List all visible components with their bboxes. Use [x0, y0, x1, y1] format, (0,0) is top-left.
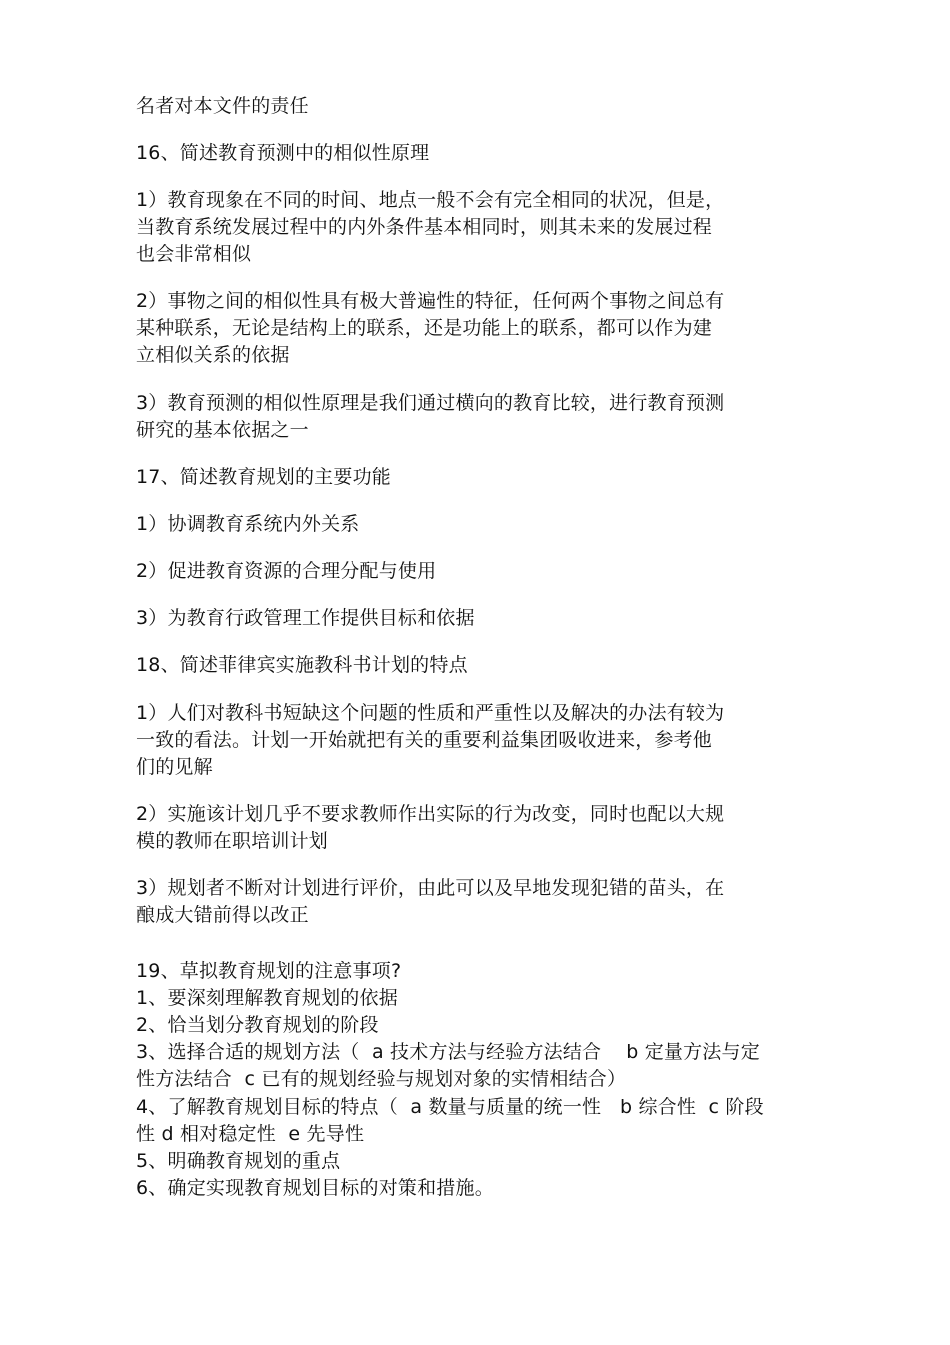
text-line: 1）教育现象在不同的时间、地点一般不会有完全相同的状况，但是， — [136, 189, 725, 211]
text-line: 性 d 相对稳定性 e 先导性 — [136, 1123, 365, 1145]
text-line: 2）实施该计划几乎不要求教师作出实际的行为改变，同时也配以大规 — [136, 803, 725, 825]
text-line: 性方法结合 c 已有的规划经验与规划对象的实情相结合） — [136, 1068, 627, 1090]
text-line: 5、明确教育规划的重点 — [136, 1150, 341, 1172]
text-line: 研究的基本依据之一 — [136, 419, 309, 441]
heading-question-18: 18、简述菲律宾实施教科书计划的特点 — [136, 654, 468, 676]
text-line: 3、选择合适的规划方法（ a 技术方法与经验方法结合 b 定量方法与定 — [136, 1041, 760, 1063]
text-line: 3）规划者不断对计划进行评价，由此可以及早地发现犯错的苗头，在 — [136, 877, 725, 899]
text-line: 2、恰当划分教育规划的阶段 — [136, 1014, 379, 1036]
text-line: 3）为教育行政管理工作提供目标和依据 — [136, 607, 475, 629]
heading-question-16: 16、简述教育预测中的相似性原理 — [136, 142, 430, 164]
text-line: 2）事物之间的相似性具有极大普遍性的特征，任何两个事物之间总有 — [136, 290, 725, 312]
text-line: 立相似关系的依据 — [136, 344, 290, 366]
text-line: 某种联系，无论是结构上的联系，还是功能上的联系，都可以作为建 — [136, 317, 713, 339]
text-line: 们的见解 — [136, 756, 213, 778]
text-line: 一致的看法。计划一开始就把有关的重要利益集团吸收进来，参考他 — [136, 729, 713, 751]
text-line: 模的教师在职培训计划 — [136, 830, 329, 852]
heading-question-19: 19、草拟教育规划的注意事项? — [136, 960, 402, 982]
heading-question-17: 17、简述教育规划的主要功能 — [136, 466, 391, 488]
text-line: 2）促进教育资源的合理分配与使用 — [136, 560, 437, 582]
text-line: 4、了解教育规划目标的特点（ a 数量与质量的统一性 b 综合性 c 阶段 — [136, 1096, 764, 1118]
text-line: 也会非常相似 — [136, 243, 252, 265]
text-line: 1、要深刻理解教育规划的依据 — [136, 987, 398, 1009]
text-line: 酿成大错前得以改正 — [136, 904, 309, 926]
text-line: 当教育系统发展过程中的内外条件基本相同时，则其未来的发展过程 — [136, 216, 713, 238]
text-line: 6、确定实现教育规划目标的对策和措施。 — [136, 1177, 494, 1199]
text-line: 1）协调教育系统内外关系 — [136, 513, 360, 535]
text-line-intro: 名者对本文件的责任 — [136, 95, 309, 117]
text-line: 3）教育预测的相似性原理是我们通过横向的教育比较，进行教育预测 — [136, 392, 725, 414]
text-line: 1）人们对教科书短缺这个问题的性质和严重性以及解决的办法有较为 — [136, 702, 725, 724]
